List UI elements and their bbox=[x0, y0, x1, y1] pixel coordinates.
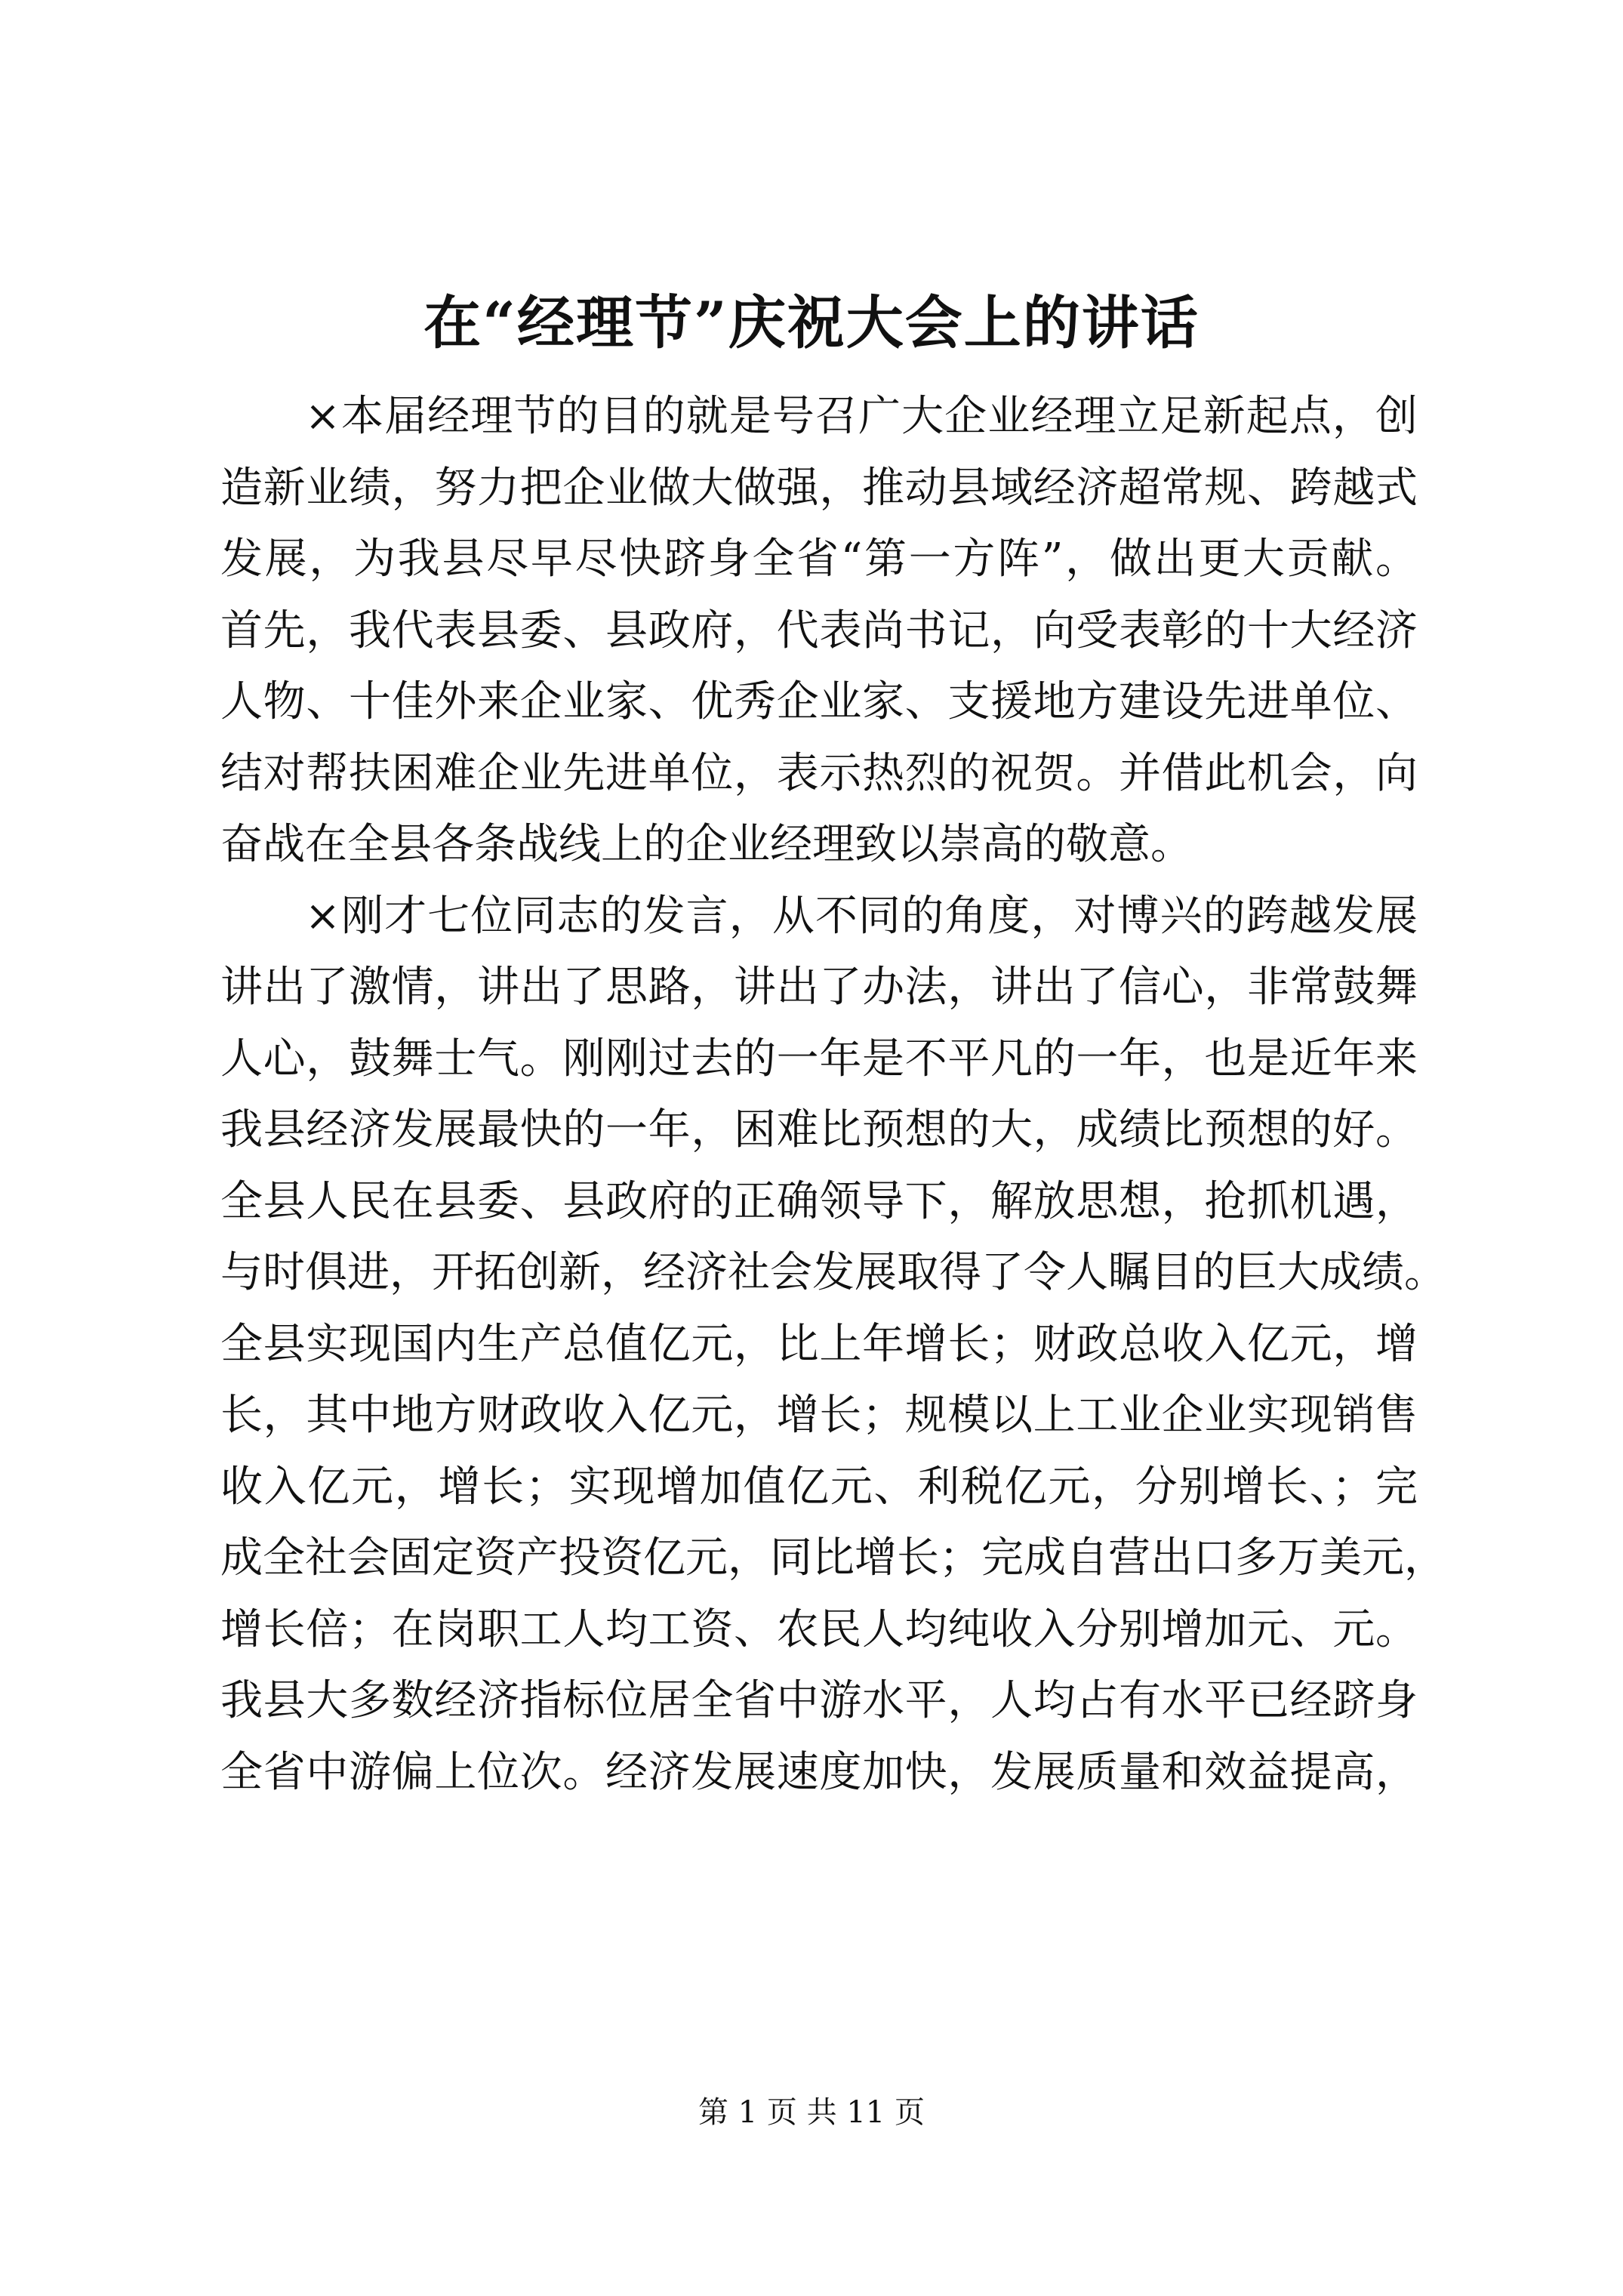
text-line: 发展，为我县尽早尽快跻身全省“第一方阵”，做出更大贡献。 bbox=[220, 535, 1418, 584]
text-line: 全省中游偏上位次。经济发展速度加快，发展质量和效益提高， bbox=[220, 1747, 1418, 1797]
text-line: 人物、十佳外来企业家、优秀企业家、支援地方建设先进单位、 bbox=[220, 677, 1418, 726]
text-line: ×本届经理节的目的就是号召广大企业经理立足新起点，创 bbox=[305, 392, 1418, 441]
text-line: 全县实现国内生产总值亿元，比上年增长；财政总收入亿元，增 bbox=[220, 1319, 1418, 1369]
page-footer: 第 1 页 共 11 页 bbox=[698, 2095, 925, 2130]
text-line: 成全社会固定资产投资亿元，同比增长；完成自营出口多万美元， bbox=[220, 1533, 1446, 1583]
document-title: 在“经理节”庆祝大会上的讲话 bbox=[423, 289, 1200, 356]
text-line: 结对帮扶困难企业先进单位，表示热烈的祝贺。并借此机会，向 bbox=[220, 748, 1418, 798]
text-line: 我县大多数经济指标位居全省中游水平，人均占有水平已经跻身 bbox=[220, 1676, 1418, 1725]
text-line: 与时俱进，开拓创新，经济社会发展取得了令人瞩目的巨大成绩。 bbox=[220, 1248, 1446, 1297]
text-line: 奋战在全县各条战线上的企业经理致以崇高的敬意。 bbox=[220, 820, 1193, 869]
text-line: 讲出了激情，讲出了思路，讲出了办法，讲出了信心，非常鼓舞 bbox=[220, 963, 1418, 1012]
text-line: 长，其中地方财政收入亿元，增长；规模以上工业企业实现销售 bbox=[220, 1391, 1418, 1440]
text-line: 收入亿元，增长；实现增加值亿元、利税亿元，分别增长、；完 bbox=[220, 1462, 1418, 1512]
text-line: 造新业绩，努力把企业做大做强，推动县域经济超常规、跨越式 bbox=[220, 463, 1418, 513]
text-line: ×刚才七位同志的发言，从不同的角度，对博兴的跨越发展 bbox=[305, 891, 1418, 941]
text-line: 首先，我代表县委、县政府，代表尚书记，向受表彰的十大经济 bbox=[220, 606, 1418, 655]
text-line: 增长倍；在岗职工人均工资、农民人均纯收入分别增加元、元。 bbox=[220, 1604, 1418, 1654]
text-line: 人心，鼓舞士气。刚刚过去的一年是不平凡的一年，也是近年来 bbox=[220, 1034, 1418, 1083]
text-line: 全县人民在县委、县政府的正确领导下，解放思想，抢抓机遇， bbox=[220, 1176, 1418, 1226]
text-line: 我县经济发展最快的一年，困难比预想的大，成绩比预想的好。 bbox=[220, 1105, 1418, 1154]
